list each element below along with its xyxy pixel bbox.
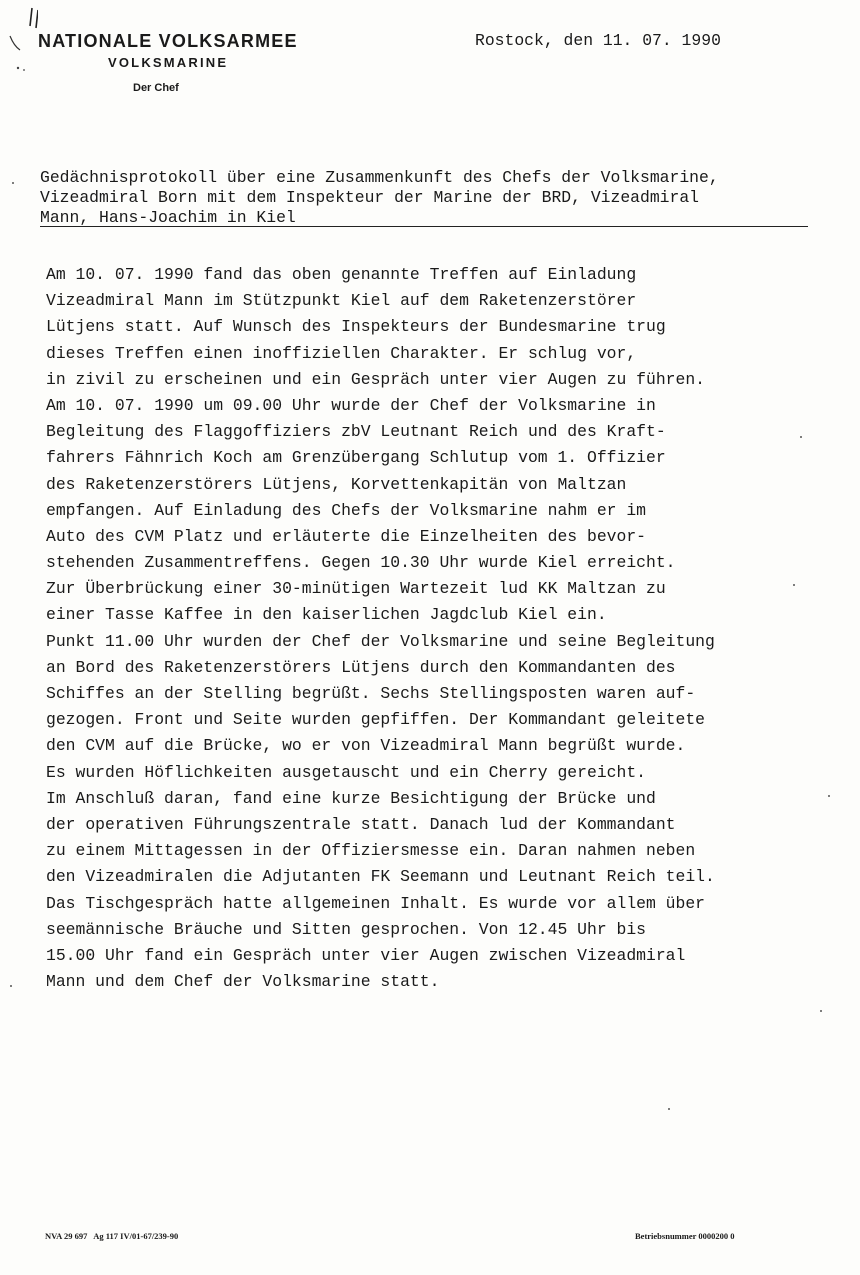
handwritten-margin-mark <box>8 6 38 76</box>
body-line: 15.00 Uhr fand ein Gespräch unter vier Augen zwischen Vizeadmiral <box>46 945 686 965</box>
body-line: Es wurden Höflichkeiten ausgetauscht und ein Cherry gereicht. <box>46 762 646 782</box>
scan-speck <box>820 1010 822 1012</box>
body-line: Das Tischgespräch hatte allgemeinen Inhalt. Es wurde vor allem über <box>46 893 706 913</box>
body-line: den CVM auf die Brücke, wo er von Vizeadmiral Mann begrüßt wurde. <box>46 736 686 756</box>
subject-underline <box>40 226 808 227</box>
body-line: Zur Überbrückung einer 30-minütigen Wartezeit lud KK Maltzan zu <box>46 579 666 599</box>
body-line: Lütjens statt. Auf Wunsch des Inspekteurs der Bundesmarine trug <box>46 317 666 337</box>
body-line: gezogen. Front und Seite wurden gepfiffen. Der Kommandant geleitete <box>46 710 706 730</box>
dateline: Rostock, den 11. 07. 1990 <box>475 31 721 50</box>
body-line: dieses Treffen einen inoffiziellen Charakter. Er schlug vor, <box>46 343 637 363</box>
scan-speck <box>828 795 830 797</box>
subject-line: Gedächnisprotokoll über eine Zusammenkunft des Chefs der Volksmarine, <box>40 168 719 187</box>
body-line: Schiffes an der Stelling begrüßt. Sechs Stellingsposten waren auf- <box>46 684 696 703</box>
body-line: Am 10. 07. 1990 fand das oben genannte Treffen auf Einladung <box>46 265 637 284</box>
scan-speck <box>668 1108 670 1110</box>
scan-speck <box>12 182 14 184</box>
body-line: an Bord des Raketenzerstörers Lütjens durch den Kommandanten des <box>46 657 676 677</box>
subject-line: Vizeadmiral Born mit dem Inspekteur der Marine der BRD, Vizeadmiral <box>40 188 700 207</box>
body-line: fahrers Fähnrich Koch am Grenzübergang Schlutup vom 1. Offizier <box>46 448 666 468</box>
subject-line: Mann, Hans-Joachim in Kiel <box>40 208 296 227</box>
body-line: Begleitung des Flaggoffiziers zbV Leutnant Reich und des Kraft- <box>46 422 666 442</box>
footer-company-number: Betriebsnummer 0000200 0 <box>635 1231 735 1241</box>
body-line: zu einem Mittagessen in der Offiziersmesse ein. Daran nahmen neben <box>46 841 696 861</box>
body-line: Mann und dem Chef der Volksmarine statt. <box>46 972 440 992</box>
body-line: Im Anschluß daran, fand eine kurze Besichtigung der Brücke und <box>46 788 656 808</box>
body-line: Am 10. 07. 1990 um 09.00 Uhr wurde der Chef der Volksmarine in <box>46 395 656 415</box>
letterhead-office: Der Chef <box>133 82 179 94</box>
scan-speck <box>10 985 12 987</box>
body-line: den Vizeadmiralen die Adjutanten FK Seemann und Leutnant Reich teil. <box>46 867 715 887</box>
scan-speck <box>793 584 795 586</box>
body-line: Punkt 11.00 Uhr wurden der Chef der Volksmarine und seine Begleitung <box>46 631 715 651</box>
body-line: in zivil zu erscheinen und ein Gespräch unter vier Augen zu führen. <box>46 369 706 389</box>
body-line: der operativen Führungszentrale statt. Danach lud der Kommandant <box>46 814 676 834</box>
letterhead-organization: NATIONALE VOLKSARMEE <box>38 31 298 51</box>
body-line: stehenden Zusammentreffens. Gegen 10.30 Uhr wurde Kiel erreicht. <box>46 553 676 573</box>
body-line: des Raketenzerstörers Lütjens, Korvettenkapitän von Maltzan <box>46 474 627 494</box>
letterhead <box>38 30 338 94</box>
body-line: Vizeadmiral Mann im Stützpunkt Kiel auf dem Raketenzerstörer <box>46 291 637 311</box>
body-line: empfangen. Auf Einladung des Chefs der Volksmarine nahm er im <box>46 500 646 520</box>
protocol-body <box>46 262 836 995</box>
scan-speck <box>800 436 802 438</box>
body-line: einer Tasse Kaffee in den kaiserlichen Jagdclub Kiel ein. <box>46 605 607 625</box>
body-line: Auto des CVM Platz und erläuterte die Einzelheiten des bevor- <box>46 526 646 546</box>
footer-form-code: NVA 29 697 Ag 117 IV/01-67/239-90 <box>45 1231 179 1241</box>
letterhead-branch: VOLKSMARINE <box>108 55 229 70</box>
subject-heading <box>40 168 820 228</box>
body-line: seemännische Bräuche und Sitten gesprochen. Von 12.45 Uhr bis <box>46 919 646 939</box>
